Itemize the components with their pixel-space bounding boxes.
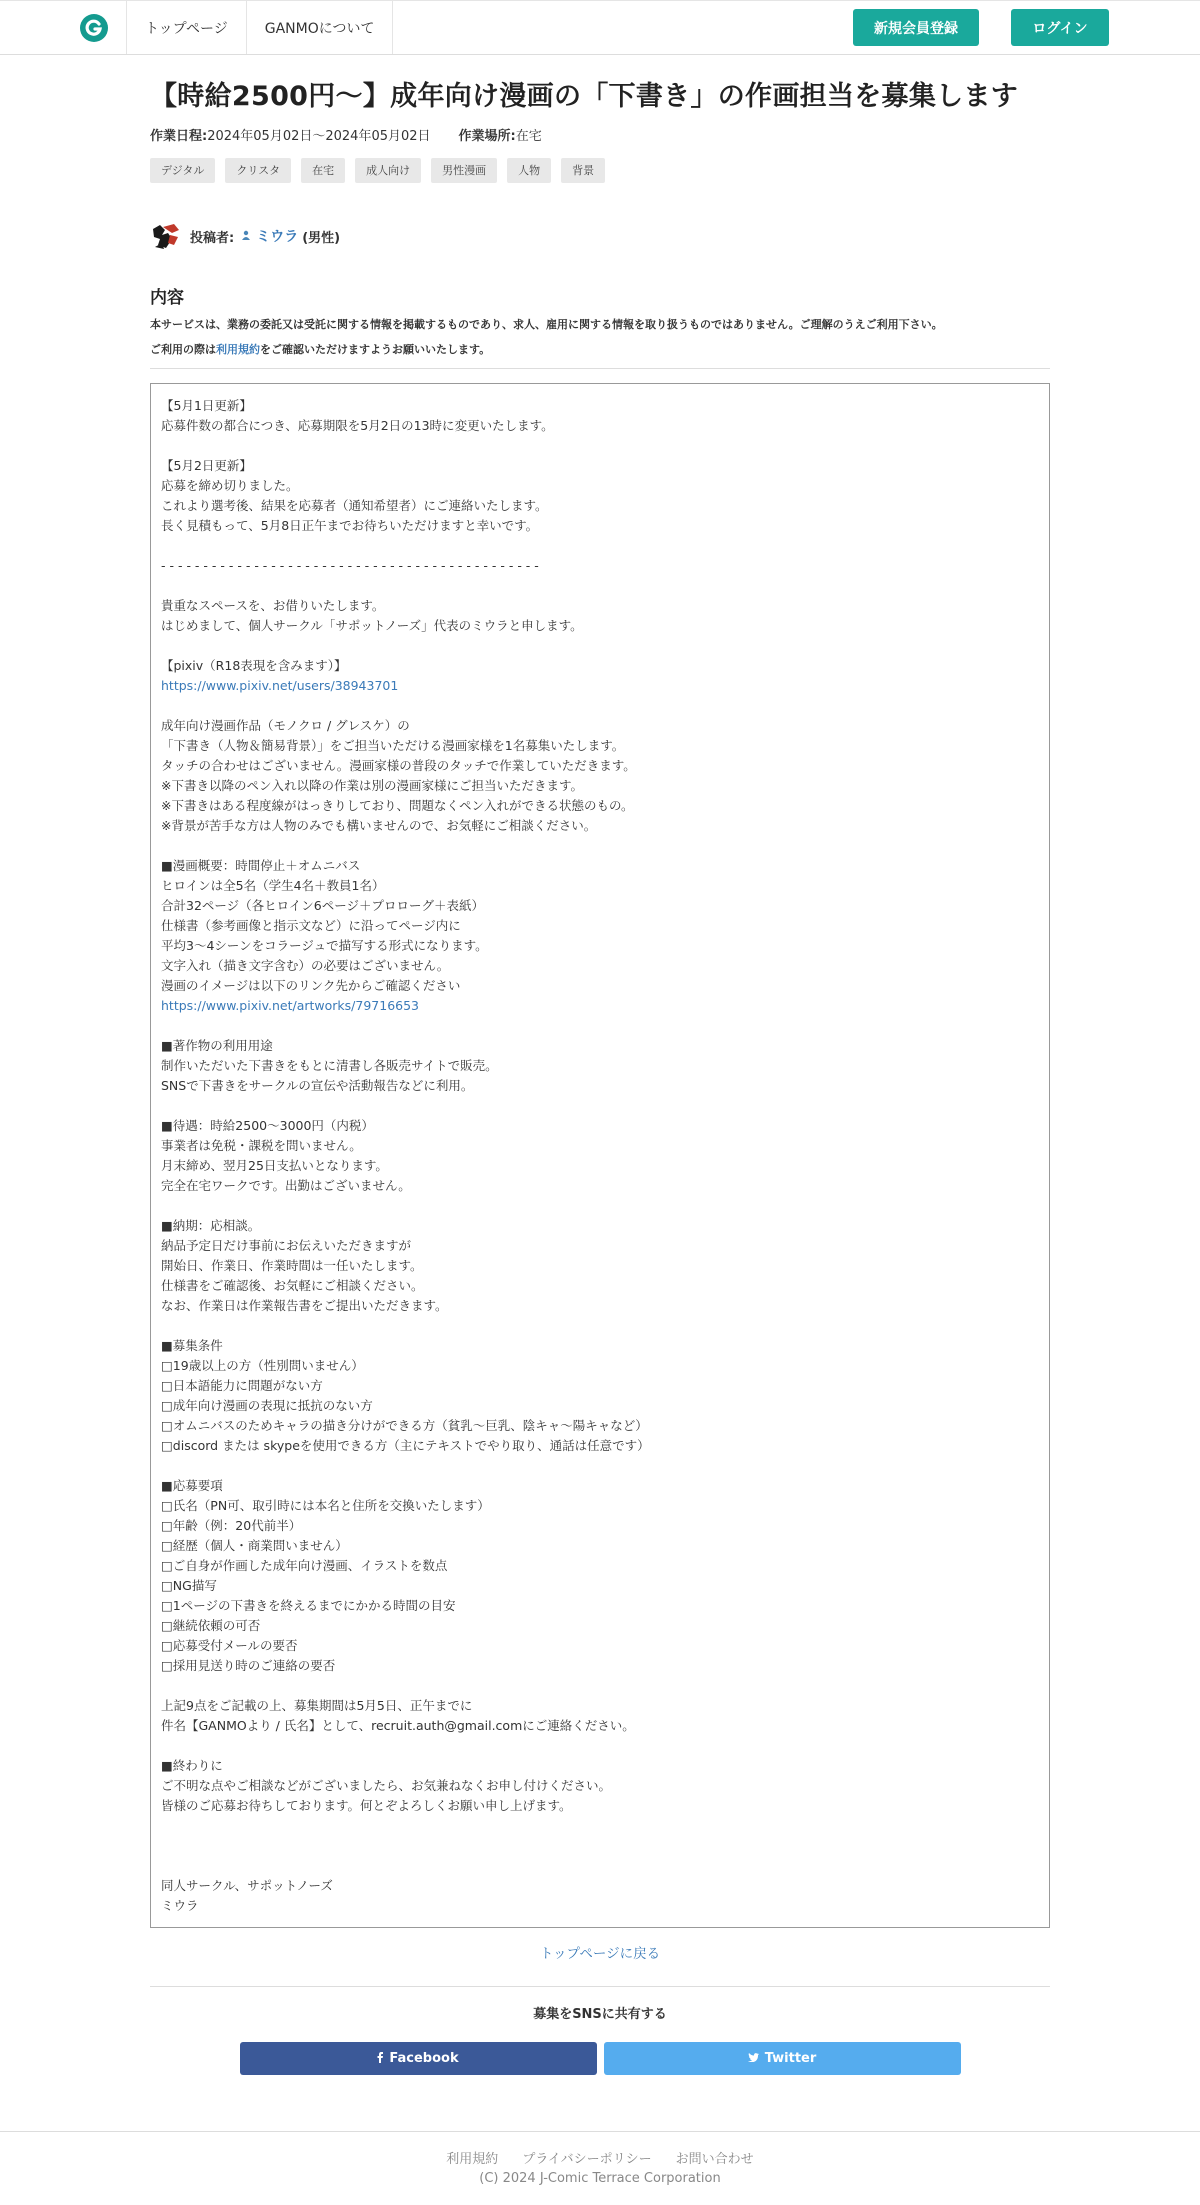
tag-adult[interactable]: 成人向け bbox=[355, 158, 421, 183]
tag-digital[interactable]: デジタル bbox=[150, 158, 215, 183]
description-line: □応募受付メールの要否 bbox=[161, 1638, 298, 1653]
main-content bbox=[150, 77, 1050, 2075]
description-line: □成年向け漫画の表現に抵抗のない方 bbox=[161, 1398, 373, 1413]
description-line: 【pixiv（R18表現を含みます）】 bbox=[161, 658, 347, 673]
share-heading: 募集をSNSに共有する bbox=[533, 2007, 667, 2022]
description-line bbox=[161, 1016, 1039, 1036]
twitter-share-button[interactable] bbox=[604, 2042, 961, 2075]
description-line: 応募を締め切りました。 bbox=[161, 478, 299, 493]
poster-gender: (男性) bbox=[302, 230, 341, 246]
tag-mens-manga[interactable]: 男性漫画 bbox=[431, 158, 497, 183]
tag-remote[interactable]: 在宅 bbox=[301, 158, 345, 183]
nav-about-ganmo[interactable]: GANMOについて bbox=[247, 1, 394, 54]
twitter-label: Twitter bbox=[764, 2051, 817, 2066]
terms-link[interactable]: 利用規約 bbox=[216, 343, 260, 356]
header-actions bbox=[853, 9, 1109, 46]
tag-character[interactable]: 人物 bbox=[507, 158, 551, 183]
job-title: 【時給2500円〜】成年向け漫画の「下書き」の作画担当を募集します bbox=[150, 81, 1019, 112]
schedule-label: 作業日程: bbox=[150, 129, 208, 144]
notice-line-2 bbox=[150, 337, 1050, 362]
facebook-icon bbox=[377, 2052, 383, 2066]
description-line: ■待遇：時給2500〜3000円（内税） bbox=[161, 1118, 374, 1133]
description-line: 「下書き（人物＆簡易背景）」をご担当いただける漫画家様を1名募集いたします。 bbox=[161, 738, 625, 753]
description-line: ※下書き以降のペン入れ以降の作業は別の漫画家様にご担当いただきます。 bbox=[161, 778, 583, 793]
description-line: はじめまして、個人サークル「サポットノーズ」代表のミウラと申します。 bbox=[161, 618, 583, 633]
notice-line-1: 本サービスは、業務の委託又は受託に関する情報を掲載するものであり、求人、雇用に関する情報を取り扱うものではありません。ご理解のうえご利用下さい。 bbox=[150, 318, 943, 331]
description-line: 平均3〜4シーンをコラージュで描写する形式になります。 bbox=[161, 938, 488, 953]
register-button[interactable]: 新規会員登録 bbox=[853, 9, 979, 46]
description-line: ■応募要項 bbox=[161, 1478, 223, 1493]
description-line bbox=[161, 576, 1039, 596]
description-line: 仕様書（参考画像と指示文など）に沿ってページ内に bbox=[161, 918, 461, 933]
nav-top-page[interactable]: トップページ bbox=[127, 1, 247, 54]
divider bbox=[150, 1986, 1050, 1987]
description-link[interactable]: https://www.pixiv.net/artworks/79716653 bbox=[161, 998, 420, 1013]
poster-name-link[interactable]: ミウラ bbox=[256, 229, 299, 245]
description-line: ご不明な点やご相談などがございましたら、お気兼ねなくお申し付けください。 bbox=[161, 1778, 612, 1793]
description-line: ■終わりに bbox=[161, 1758, 223, 1773]
facebook-label: Facebook bbox=[389, 2051, 459, 2066]
description-line: □継続依頼の可否 bbox=[161, 1618, 261, 1633]
job-description bbox=[150, 383, 1050, 1928]
description-line: □日本語能力に問題がない方 bbox=[161, 1378, 323, 1393]
description-line bbox=[161, 1196, 1039, 1216]
description-line bbox=[161, 1736, 1039, 1756]
description-line: □氏名（PN可、取引時には本名と住所を交換いたします） bbox=[161, 1498, 490, 1513]
site-footer bbox=[0, 2131, 1200, 2194]
description-line: □採用見送り時のご連絡の要否 bbox=[161, 1658, 336, 1673]
description-link[interactable]: https://www.pixiv.net/users/38943701 bbox=[161, 678, 399, 693]
work-place bbox=[459, 125, 542, 144]
description-line: 合計32ページ（各ヒロイン6ページ＋プロローグ＋表紙） bbox=[161, 898, 484, 913]
divider bbox=[150, 368, 1050, 369]
description-line: 完全在宅ワークです。出勤はございません。 bbox=[161, 1178, 411, 1193]
avatar[interactable] bbox=[150, 221, 182, 251]
description-line bbox=[161, 1836, 1039, 1856]
description-line: これより選考後、結果を応募者（通知希望者）にご連絡いたします。 bbox=[161, 498, 548, 513]
description-line: 開始日、作業日、作業時間は一任いたします。 bbox=[161, 1258, 423, 1273]
description-line: 制作いただいた下書きをもとに清書し各販売サイトで販売。 bbox=[161, 1058, 498, 1073]
description-line bbox=[161, 1816, 1039, 1836]
footer-contact-link[interactable]: お問い合わせ bbox=[675, 2152, 754, 2167]
description-line: ヒロインは全5名（学生4名＋教員1名） bbox=[161, 878, 385, 893]
footer-terms-link[interactable]: 利用規約 bbox=[446, 2152, 499, 2167]
description-line: 長く見積もって、5月8日正午までお待ちいただけますと幸いです。 bbox=[161, 518, 539, 533]
notice-post: をご確認いただけますようお願いいたします。 bbox=[260, 343, 491, 356]
description-line: 納品予定日だけ事前にお伝えいただきますが bbox=[161, 1238, 412, 1253]
footer-links bbox=[0, 2148, 1200, 2167]
tag-clipstudio[interactable]: クリスタ bbox=[225, 158, 291, 183]
content-heading: 内容 bbox=[150, 288, 184, 308]
description-line bbox=[161, 1456, 1039, 1476]
login-button[interactable]: ログイン bbox=[1011, 9, 1109, 46]
description-line bbox=[161, 436, 1039, 456]
description-line: 【5月2日更新】 bbox=[161, 458, 252, 473]
place-value: 在宅 bbox=[515, 129, 542, 144]
description-line: □discord または skypeを使用できる方（主にテキストでやり取り、通話は任意です） bbox=[161, 1438, 650, 1453]
description-line bbox=[161, 1676, 1039, 1696]
footer-privacy-link[interactable]: プライバシーポリシー bbox=[522, 2152, 652, 2167]
description-line: SNSで下書きをサークルの宣伝や活動報告などに利用。 bbox=[161, 1078, 474, 1093]
description-line: □オムニバスのためキャラの描き分けができる方（貧乳〜巨乳、陰キャ〜陽キャなど） bbox=[161, 1418, 648, 1433]
description-line: 上記9点をご記載の上、募集期間は5月5日、正午までに bbox=[161, 1698, 473, 1713]
description-line: □1ページの下書きを終えるまでにかかる時間の目安 bbox=[161, 1598, 456, 1613]
description-line: 皆様のご応募お待ちしております。何とぞよろしくお願い申し上げます。 bbox=[161, 1798, 572, 1813]
description-line bbox=[161, 536, 1039, 556]
description-line: □19歳以上の方（性別問いません） bbox=[161, 1358, 364, 1373]
description-line: 仕様書をご確認後、お気軽にご相談ください。 bbox=[161, 1278, 424, 1293]
description-line: □年齢（例：20代前半） bbox=[161, 1518, 302, 1533]
tag-list bbox=[150, 158, 1050, 183]
twitter-icon bbox=[748, 2053, 759, 2065]
copyright: (C) 2024 J-Comic Terrace Corporation bbox=[479, 2171, 721, 2186]
place-label: 作業場所: bbox=[458, 129, 516, 144]
description-line: ミウラ bbox=[161, 1898, 199, 1913]
service-notice bbox=[150, 312, 1050, 362]
description-line: ※下書きはある程度線がはっきりしており、問題なくペン入れができる状態のもの。 bbox=[161, 798, 634, 813]
description-line: - - - - - - - - - - - - - - - - - - - - - - - - - - - - - - - - - - - - - - - - - - - - - bbox=[161, 558, 539, 573]
description-line bbox=[161, 836, 1039, 856]
description-line bbox=[161, 1096, 1039, 1116]
description-line: 文字入れ（描き文字含む）の必要はございません。 bbox=[161, 958, 450, 973]
description-line: ■漫画概要：時間停止＋オムニバス bbox=[161, 858, 361, 873]
poster-info bbox=[150, 221, 1050, 251]
description-line: 応募件数の都合につき、応募期限を5月2日の13時に変更いたします。 bbox=[161, 418, 554, 433]
description-line: ■著作物の利用用途 bbox=[161, 1038, 273, 1053]
description-line: ■募集条件 bbox=[161, 1338, 223, 1353]
back-to-top-link[interactable]: トップページに戻る bbox=[539, 1946, 661, 1962]
description-line bbox=[161, 1856, 1039, 1876]
description-line: □経歴（個人・商業問いません） bbox=[161, 1538, 348, 1553]
facebook-share-button[interactable] bbox=[240, 2042, 597, 2075]
description-line: 月末締め、翌月25日支払いとなります。 bbox=[161, 1158, 388, 1173]
description-line: タッチの合わせはございません。漫画家様の普段のタッチで作業していただきます。 bbox=[161, 758, 636, 773]
schedule-value: 2024年05月02日〜2024年05月02日 bbox=[207, 129, 431, 144]
description-line bbox=[161, 636, 1039, 656]
description-line bbox=[161, 1316, 1039, 1336]
poster-label: 投稿者: bbox=[190, 230, 235, 246]
tag-background[interactable]: 背景 bbox=[561, 158, 605, 183]
description-line bbox=[161, 696, 1039, 716]
description-line: □NG描写 bbox=[161, 1578, 217, 1593]
share-buttons bbox=[150, 2042, 1050, 2075]
description-line: ※背景が苦手な方は人物のみでも構いませんので、お気軽にご相談ください。 bbox=[161, 818, 597, 833]
schedule bbox=[150, 125, 431, 144]
description-line: 【5月1日更新】 bbox=[161, 398, 252, 413]
description-line: □ご自身が作画した成年向け漫画、イラストを数点 bbox=[161, 1558, 448, 1573]
description-line: 件名【GANMOより / 氏名】として、recruit.auth@gmail.comにご連絡ください。 bbox=[161, 1718, 635, 1733]
notice-pre: ご利用の際は bbox=[150, 343, 216, 356]
description-line: なお、作業日は作業報告書をご提出いただきます。 bbox=[161, 1298, 448, 1313]
user-icon bbox=[242, 230, 250, 243]
site-header bbox=[0, 0, 1200, 55]
description-line: 同人サークル、サポットノーズ bbox=[161, 1878, 333, 1893]
description-line: ■納期：応相談。 bbox=[161, 1218, 261, 1233]
logo-area bbox=[0, 1, 127, 54]
description-line: 成年向け漫画作品（モノクロ / グレスケ）の bbox=[161, 718, 410, 733]
job-meta bbox=[150, 125, 1050, 144]
description-line: 貴重なスペースを、お借りいたします。 bbox=[161, 598, 385, 613]
description-line: 漫画のイメージは以下のリンク先からご確認ください bbox=[161, 978, 461, 993]
ganmo-logo-icon[interactable] bbox=[80, 14, 108, 42]
description-line: 事業者は免税・課税を問いません。 bbox=[161, 1138, 362, 1153]
